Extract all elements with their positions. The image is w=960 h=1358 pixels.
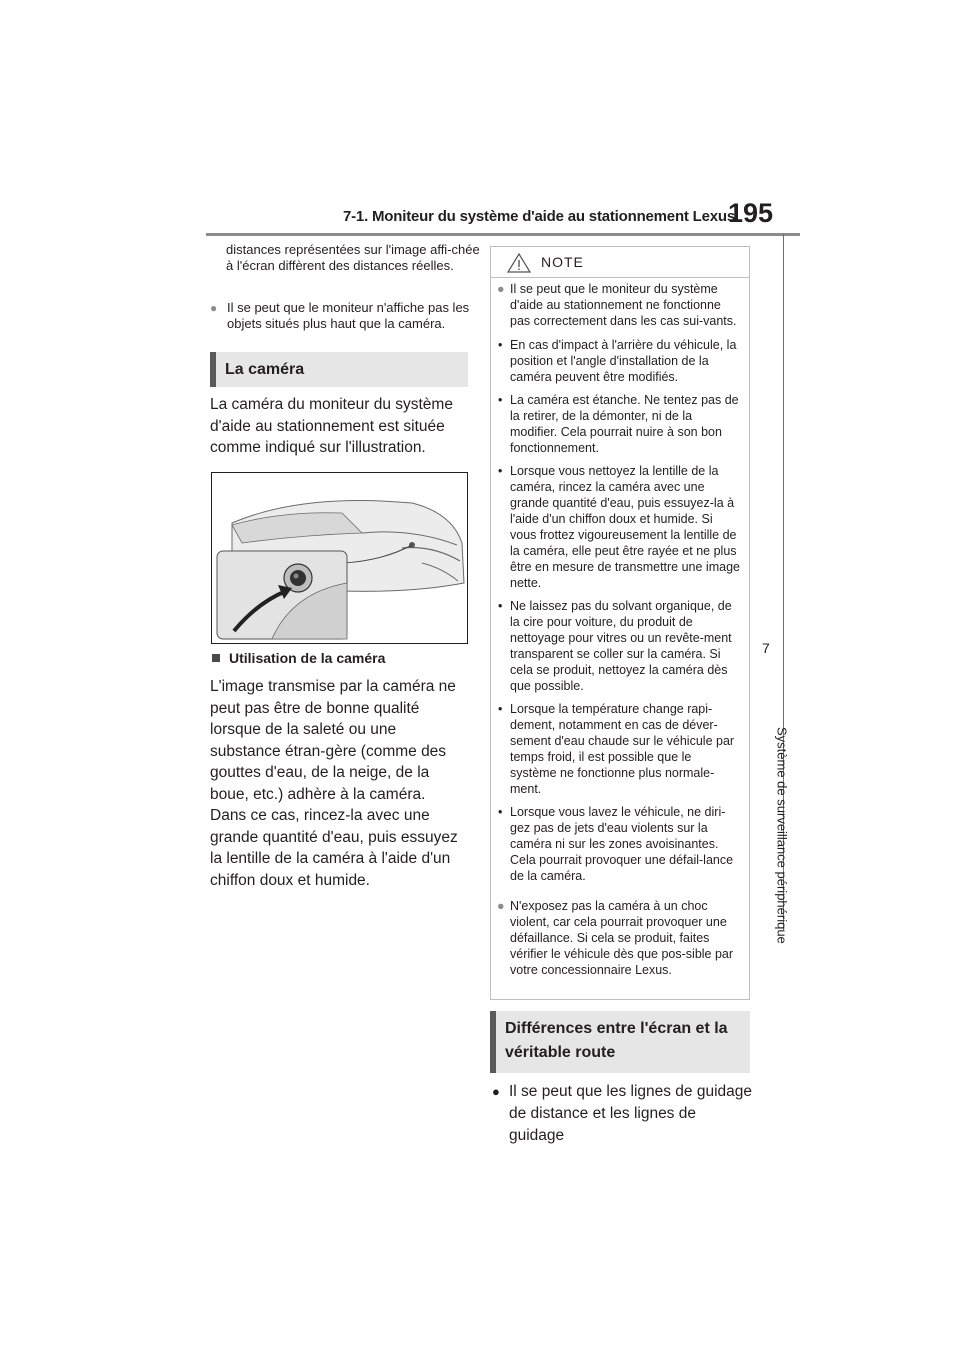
- note-main-item: [497, 898, 741, 978]
- section-heading-text: Différences entre l'écran et la véritable route: [505, 1020, 728, 1061]
- note-sub-item: • Ne laissez pas du solvant organique, de la cire pour voiture, du produit de nettoyage pour vitres ou un revête-ment transparent se coller sur la caméra. Si cela se produit, nettoyez la caméra dès que possible.: [498, 599, 732, 693]
- note-box: [490, 246, 750, 1000]
- camera-illustration: [211, 472, 468, 644]
- note-intro-text: Il se peut que le moniteur du système d'aide au stationnement ne fonctionne pas correctement dans les cas sui-vants.: [510, 282, 737, 328]
- bullet-dot-icon: ●: [497, 899, 505, 913]
- subheading-text: Utilisation de la caméra: [229, 650, 386, 666]
- chapter-title: 7-1. Moniteur du système d'aide au stationnement Lexus: [343, 208, 736, 225]
- note-final-text: N'exposez pas la caméra à un choc violent, car cela pourrait provoquer une défaillance. Si cela se produit, faites vérifier le véhicule dès que pos-sible par votre concessionnaire Lexus.: [510, 899, 734, 977]
- bullet-text: Il se peut que les lignes de guidage de distance et les lignes de guidage: [509, 1083, 753, 1144]
- page-number: 195: [728, 198, 774, 228]
- continued-text: distances représentées sur l'image affi-chée à l'écran diffèrent des distances réelles.: [226, 242, 480, 273]
- square-bullet-icon: [212, 654, 220, 662]
- note-content: [497, 281, 741, 986]
- section-body: La caméra du moniteur du système d'aide au stationnement est située comme indiqué sur l'illustration.: [210, 396, 453, 456]
- subsection-body: L'image transmise par la caméra ne peut pas être de bonne qualité lorsque de la saleté ou une substance étran-gère (comme des gouttes d'eau, de la neige, de la boue, etc.) adhère à la caméra. Dans ce cas, rincez-la avec une grande quantité d'eau, puis essuyez la lentille de la caméra à l'aide d'un chiffon doux et humide.: [210, 678, 458, 889]
- section-heading-differences: [490, 1011, 750, 1073]
- bullet-text: Il se peut que le moniteur n'affiche pas les objets situés plus haut que la caméra.: [227, 300, 470, 331]
- bullet-item: [492, 1081, 752, 1147]
- car-rear-illustration: [212, 473, 468, 644]
- note-sub-item: • Lorsque vous lavez le véhicule, ne diri-gez pas de jets d'eau violents sur la caméra ni sur les zones avoisinantes. Cela pourrait provoquer une défail-lance de la caméra.: [498, 805, 734, 883]
- note-title: NOTE: [541, 254, 584, 270]
- note-sub-item: • Lorsque la température change rapi-dement, notamment en cas de déver-sement d'eau chaude sur le véhicule par temps froid, il est possible que le système ne fonctionne plus normale-ment.: [498, 702, 735, 796]
- note-main-item: [497, 281, 741, 329]
- note-sub-item: • La caméra est étanche. Ne tentez pas de la retirer, de la démonter, ni de la modifier. Cela pourrait nuire à son bon fonctionnement.: [498, 393, 739, 455]
- subheading-camera-use: [212, 650, 385, 666]
- section-heading-camera: [210, 352, 468, 387]
- note-sub-item: • En cas d'impact à l'arrière du véhicule, la position et l'angle d'installation de la caméra peuvent être modifiés.: [498, 338, 737, 384]
- warning-triangle-icon: [507, 253, 531, 273]
- section-heading-text: La caméra: [225, 360, 305, 378]
- chapter-tab-number: 7: [762, 640, 770, 656]
- note-sub-item: • Lorsque vous nettoyez la lentille de la caméra, rincez la caméra avec une grande quantité d'eau, puis essuyez-la à l'aide d'un chiffon doux et humide. Si vous frottez vigoureusement la lentille de la caméra, elle peut être rayée et ne plus être en mesure de transmettre une image nette.: [498, 464, 740, 590]
- header-rule: [206, 233, 800, 236]
- bullet-item: [210, 300, 472, 332]
- bullet-dot-icon: ●: [210, 301, 218, 315]
- bullet-dot-icon: ●: [492, 1084, 500, 1099]
- note-header: [491, 247, 749, 278]
- chapter-side-label: Système de surveillance périphérique: [774, 726, 790, 944]
- bullet-dot-icon: ●: [497, 282, 505, 296]
